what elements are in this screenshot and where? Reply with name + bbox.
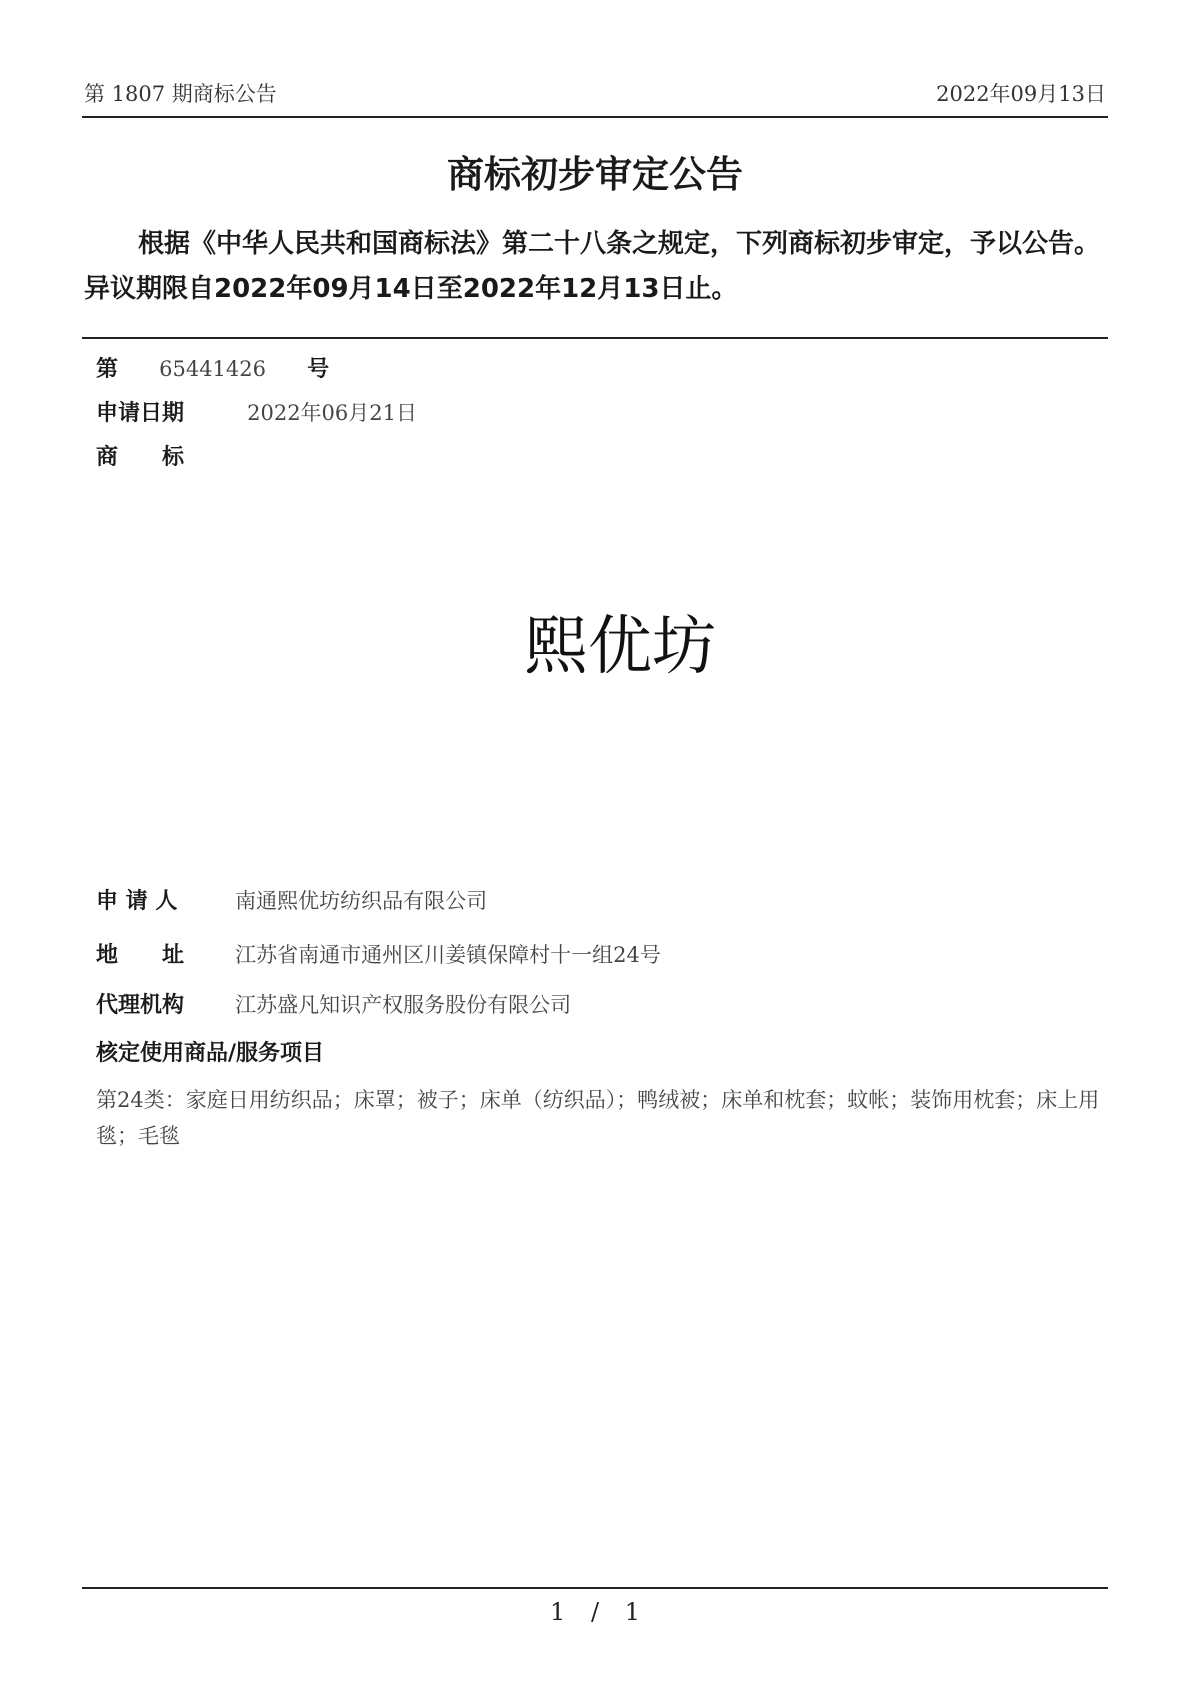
number-label-pre: 第 xyxy=(96,357,119,382)
goods-services-list: 第24类：家庭日用纺织品；床罩；被子；床单（纺织品）；鸭绒被；床单和枕套；蚊帐；装饰用枕套；床上用毯；毛毯 xyxy=(96,1088,1100,1148)
address-label: 地 址 xyxy=(96,943,185,968)
goods-services-label: 核定使用商品/服务项目 xyxy=(96,1041,325,1066)
intro-paragraph: 根据《中华人民共和国商标法》第二十八条之规定，下列商标初步审定，予以公告。异议期限自2022年09月14日至2022年12月13日止。 xyxy=(84,229,1101,304)
issue-number: 第 1807 期商标公告 xyxy=(84,82,277,106)
registration-number: 65441426 xyxy=(159,357,266,381)
registration-number-row xyxy=(96,352,329,383)
issue-date: 2022年09月13日 xyxy=(936,82,1106,106)
filing-date-label: 申请日期 xyxy=(96,401,185,426)
header-rule xyxy=(82,116,1108,118)
filing-date: 2022年06月21日 xyxy=(247,401,417,425)
address-row xyxy=(96,938,661,969)
trademark-text: 熙优坊 xyxy=(524,610,716,684)
agent-name: 江苏盛凡知识产权服务股份有限公司 xyxy=(235,993,572,1017)
agent-label: 代理机构 xyxy=(96,993,185,1018)
agent-row xyxy=(96,988,571,1019)
address-value: 江苏省南通市通州区川姜镇保障村十一组24号 xyxy=(235,943,661,967)
mark-label: 商 标 xyxy=(96,445,185,470)
applicant-name: 南通熙优坊纺织品有限公司 xyxy=(235,889,488,913)
applicant-label: 申 请 人 xyxy=(96,889,178,914)
filing-date-row xyxy=(96,396,417,427)
footer-rule xyxy=(82,1587,1108,1589)
page-number xyxy=(0,1598,1190,1626)
page-title: 商标初步审定公告 xyxy=(447,153,743,196)
current-page: 1 xyxy=(550,1598,566,1626)
applicant-row xyxy=(96,884,487,915)
page-separator: / xyxy=(590,1598,600,1626)
number-label-post: 号 xyxy=(307,357,330,382)
section-rule xyxy=(82,337,1108,339)
total-pages: 1 xyxy=(624,1598,640,1626)
